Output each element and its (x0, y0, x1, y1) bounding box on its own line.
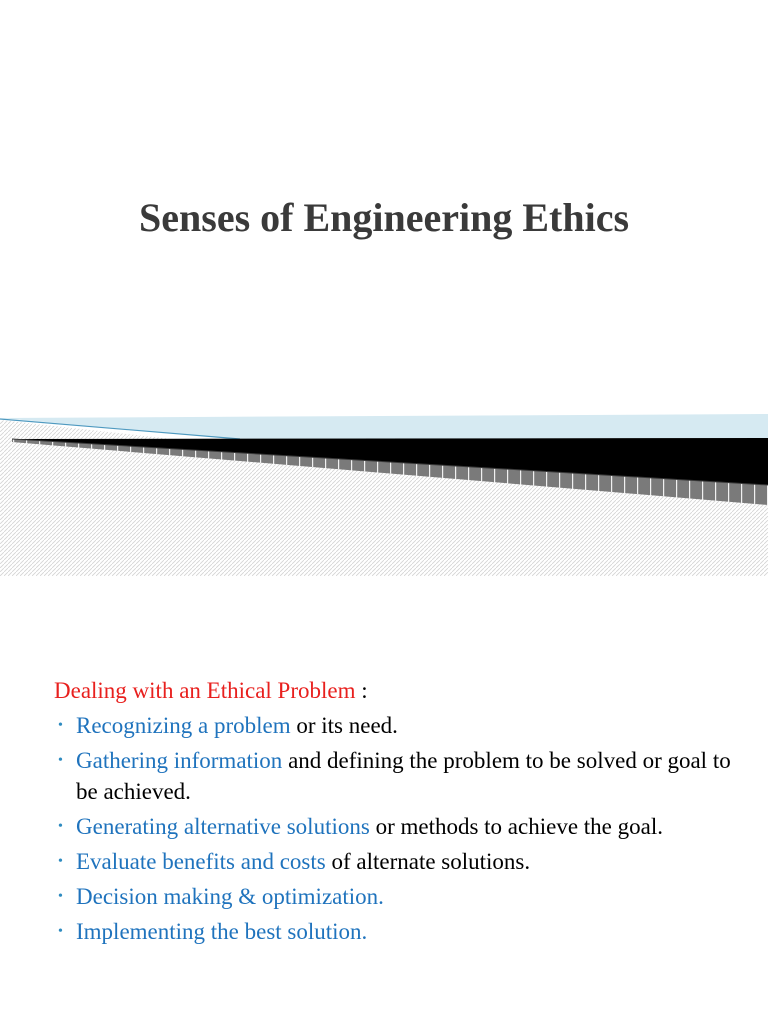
bullet-dot-icon: • (58, 854, 63, 869)
bullet-text: or its need. (290, 713, 398, 738)
bullet-dot-icon: • (58, 819, 63, 834)
list-item (54, 811, 744, 842)
list-item (54, 710, 744, 741)
bullet-dot-icon: • (58, 718, 63, 733)
bullet-highlight: Generating alternative solutions (76, 814, 370, 839)
bullet-highlight: Recognizing a problem (76, 713, 291, 738)
bullet-highlight: Implementing the best solution. (76, 919, 368, 944)
bullet-dot-icon: • (58, 889, 63, 904)
list-item (54, 881, 744, 912)
decorative-swoosh (0, 400, 768, 576)
bullet-text: and defining the problem to be solved or goal to be achieved. (76, 748, 731, 804)
steps-list (54, 710, 744, 951)
bullet-highlight: Gathering information (76, 748, 283, 773)
list-item (54, 916, 744, 947)
list-item (54, 846, 744, 877)
heading-colon: : (355, 678, 368, 703)
bullet-dot-icon: • (58, 924, 63, 939)
bullet-highlight: Decision making & optimization. (76, 884, 384, 909)
heading-accent-text: Dealing with an Ethical Problem (54, 678, 356, 703)
bullet-dot-icon: • (58, 753, 63, 768)
bullet-text: of alternate solutions. (325, 849, 531, 874)
content-slide (0, 576, 768, 1024)
bullet-highlight: Evaluate benefits and costs (76, 849, 326, 874)
bullet-text: or methods to achieve the goal. (369, 814, 663, 839)
list-item (54, 745, 744, 807)
slide-title: Senses of Engineering Ethics (139, 195, 630, 240)
section-heading (54, 674, 368, 708)
